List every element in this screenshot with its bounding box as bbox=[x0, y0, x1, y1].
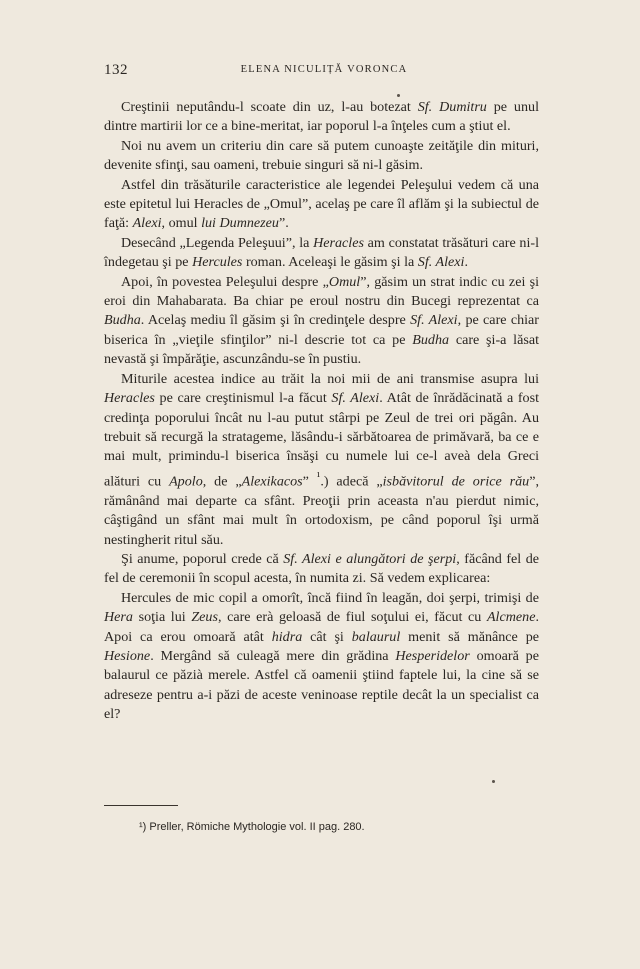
text-run: pe care creştinismul l-a făcut bbox=[154, 390, 332, 407]
italic-text: Sf. Alexi bbox=[410, 312, 458, 329]
running-head: ELENA NICULIȚĂ VORONCA bbox=[240, 64, 408, 75]
text-run: . bbox=[464, 254, 469, 271]
paragraph bbox=[104, 176, 539, 234]
text-run: , făcând fel de fel de ceremonii în scopul acesta, în numita zi. Să vedem explicarea: bbox=[104, 551, 539, 587]
paragraph bbox=[104, 137, 539, 176]
body-text bbox=[104, 98, 539, 725]
paragraph bbox=[104, 550, 539, 589]
italic-text: Alexikacos bbox=[241, 473, 303, 490]
text-run: , omul bbox=[161, 215, 202, 232]
italic-text: Alexi bbox=[132, 215, 162, 232]
text-run: Şi anume, poporul crede că bbox=[121, 551, 284, 568]
text-run: ” bbox=[302, 473, 317, 490]
italic-text: Zeus bbox=[191, 609, 218, 626]
text-run: pe unul dintre martirii lor ce a bine-meritat, iar poporul l-a înţeles cum a ştiut el. bbox=[104, 99, 539, 135]
paragraph bbox=[104, 234, 539, 273]
footnote-text: Preller, Römiche Mythologie vol. II pag. 280. bbox=[149, 821, 365, 833]
paragraph bbox=[104, 370, 539, 550]
text-run: . Apoi ca erou omoară atât bbox=[104, 609, 539, 645]
text-run: Apoi, în povestea Peleşului despre „ bbox=[121, 273, 329, 290]
italic-text: Hercules bbox=[192, 254, 243, 271]
italic-text: isbăvitorul de orice rău bbox=[382, 473, 530, 490]
italic-text: Apolo bbox=[169, 473, 203, 490]
italic-text: lui Dumnezeu bbox=[201, 215, 279, 232]
text-run: Astfel din trăsăturile caracteristice ale legendei Peleşului vedem că una este epitetul lui Heracles de „Omul”, acelaş pe care îl aflăm şi la subiectul de faţă: bbox=[104, 176, 539, 232]
paragraph bbox=[104, 98, 539, 137]
footnote-marker: ¹) bbox=[139, 821, 147, 833]
italic-text: Budha bbox=[104, 312, 141, 329]
text-run: Creştinii neputându-l scoate din uz, l-au botezat bbox=[121, 99, 418, 115]
page-number: 132 bbox=[104, 62, 128, 78]
italic-text: Budha bbox=[412, 331, 450, 348]
text-run: roman. Aceleaşi le găsim şi la bbox=[242, 254, 418, 271]
text-run: . Acelaş mediu îl găsim şi în credinţele despre bbox=[140, 312, 411, 329]
italic-text: Omul bbox=[328, 273, 361, 290]
paper-speck bbox=[492, 780, 495, 783]
text-run: ”, găsim un strat indic cu zei şi eroi din Mahabarata. Ba chiar pe eroul nostru din Bucegi reprezentat ca bbox=[104, 273, 539, 310]
italic-text: Heracles bbox=[104, 390, 155, 407]
text-run: , pe care chiar biserica în „vieţile sfinţilor” ni-l descrie tot ca pe bbox=[104, 312, 539, 348]
text-run: am constatat trăsături care ni-l îndegetau şi pe bbox=[104, 234, 539, 271]
footnote bbox=[139, 820, 365, 834]
italic-text: Heracles bbox=[313, 234, 364, 251]
text-run: ”, rămânând mai departe ca sfânt. Preoţii prin aceasta n'au pierdut nimic, câştigând un sfânt mai mult în ortodoxism, pe când poporul îşi urmă nestingherit ritul său. bbox=[104, 473, 539, 548]
page-header bbox=[104, 62, 544, 78]
text-run: omoară pe balaurul ce păzià merele. Astfel că oamenii ştiind faptele lui, la cine să se adreseze pentru a-i păzi de aceste veninoase reptile decât la un specialist ca el? bbox=[104, 648, 539, 723]
text-run: Miturile acestea indice au trăit la noi mii de ani transmise asupra lui bbox=[121, 370, 539, 387]
text-run: , de „ bbox=[202, 473, 242, 490]
text-run: Noi nu avem un criteriu din care să putem cunoaşte zeităţile din mituri, devenite sfinţi, sau oameni, trebuie singuri să ni-l găsim. bbox=[104, 137, 539, 174]
text-run: cât şi bbox=[302, 628, 352, 645]
italic-text: hidra bbox=[271, 628, 303, 645]
italic-text: Hesione bbox=[104, 648, 151, 665]
italic-text: Sf. Alexi e alungători de şerpi bbox=[283, 551, 457, 568]
text-run: Hercules de mic copil a omorît, încă fiind în leagăn, doi şerpi, trimişi de bbox=[121, 589, 539, 606]
text-run: soţia lui bbox=[132, 609, 192, 626]
text-run: ”. bbox=[278, 215, 289, 232]
text-run: care şi-a lăsat nevastă şi împărăţie, ascunzându-se în pustiu. bbox=[104, 331, 539, 368]
italic-text: Sf. Dumitru bbox=[417, 99, 487, 115]
text-run: menit să mănânce pe bbox=[400, 628, 539, 645]
footnote-reference: ¹ bbox=[316, 469, 321, 483]
italic-text: Hera bbox=[104, 609, 133, 626]
paragraph bbox=[104, 589, 539, 725]
footnote-divider bbox=[104, 805, 178, 806]
italic-text: Sf. Alexi bbox=[331, 390, 380, 407]
text-run: Desecând „Legenda Peleşuui”, la bbox=[121, 234, 314, 251]
italic-text: Sf. Alexi bbox=[417, 254, 465, 271]
text-run: . Atât de înrădăcinată a fost credinţa poporului încât nu l-au putut stârpi pe Zeul de trei ori păgân. Au trebuit să recurgă la stratageme, lăsându-i sărbătoarea de primăvară, ba ce e mai mult, primindu-l biserica însăşi cu numele lui ce-l aveà dela Greci alături cu bbox=[104, 390, 539, 490]
text-run: , care erà geloasă de fiul soţului ei, făcut cu bbox=[217, 609, 487, 626]
paragraph bbox=[104, 273, 539, 370]
italic-text: Alcmene bbox=[486, 609, 536, 626]
paper-speck bbox=[397, 94, 400, 97]
text-run: . Mergând să culeagă mere din grădina bbox=[150, 648, 396, 665]
italic-text: balaurul bbox=[351, 628, 401, 645]
italic-text: Hesperidelor bbox=[395, 648, 470, 665]
text-run: .) adecă „ bbox=[320, 473, 383, 490]
